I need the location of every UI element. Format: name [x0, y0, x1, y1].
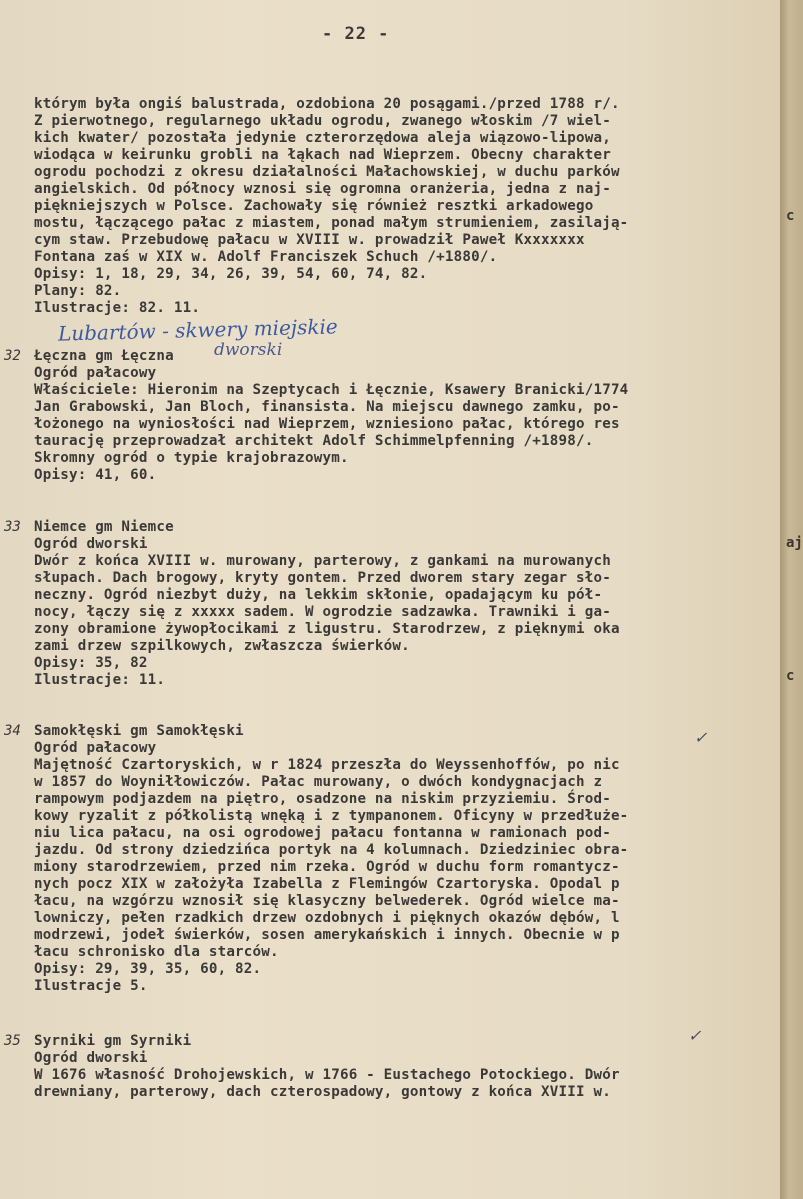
entry-heading: Syrniki gm Syrniki	[34, 1033, 192, 1049]
text-line: jazdu. Od strony dziedzińca portyk na 4 kolumnach. Dziedziniec obra-	[34, 842, 629, 858]
text-line: cym staw. Przebudowę pałacu w XVIII w. prowadził Paweł Kxxxxxxx	[34, 232, 585, 248]
adjacent-page-edge	[780, 0, 803, 1199]
text-line: Ogród dworski	[34, 1050, 148, 1066]
text-line: słupach. Dach brogowy, kryty gontem. Przed dworem stary zegar sło-	[34, 570, 611, 586]
entry-number: 32	[4, 348, 21, 364]
page-number: - 22 -	[322, 24, 390, 44]
text-line: taurację przeprowadzał architekt Adolf Schimmelpfenning /+1898/.	[34, 433, 594, 449]
entry-number: 34	[4, 723, 21, 739]
text-line: Ilustracje: 11.	[34, 672, 166, 688]
margin-mark: c	[786, 668, 795, 684]
margin-mark: aj	[786, 535, 803, 551]
text-line: niu lica pałacu, na osi ogrodowej pałacu fontanna w ramionach pod-	[34, 825, 611, 841]
text-line: łożonego na wyniosłości nad Wieprzem, wzniesiono pałac, którego res	[34, 416, 620, 432]
text-line: Właściciele: Hieronim na Szeptycach i Łęcznie, Ksawery Branicki/1774	[34, 382, 629, 398]
text-line: nocy, łączy się z xxxxx sadem. W ogrodzie sadzawka. Trawniki i ga-	[34, 604, 611, 620]
text-line: w 1857 do Woyniłłowiczów. Pałac murowany, o dwóch kondygnacjach z	[34, 774, 603, 790]
text-line: drewniany, parterowy, dach czterospadowy, gontowy z końca XVIII w.	[34, 1084, 611, 1100]
text-line: Dwór z końca XVIII w. murowany, parterowy, z gankami na murowanych	[34, 553, 611, 569]
text-line: piękniejszych w Polsce. Zachowały się również resztki arkadowego	[34, 198, 594, 214]
text-line: kich kwater/ pozostała jedynie czterorzędowa aleja wiązowo-lipowa,	[34, 130, 611, 146]
text-line: łacu schronisko dla starców.	[34, 944, 279, 960]
text-line: Ogród dworski	[34, 536, 148, 552]
text-line: Ilustracje: 82. 11.	[34, 300, 201, 316]
text-line: rampowym podjazdem na piętro, osadzone na niskim przyziemiu. Środ-	[34, 791, 611, 807]
entry-heading: Samokłęski gm Samokłęski	[34, 723, 244, 739]
text-line: modrzewi, jodeł świerków, sosen amerykańskich i innych. Obecnie w p	[34, 927, 620, 943]
text-line: Skromny ogród o typie krajobrazowym.	[34, 450, 349, 466]
text-line: kowy ryzalit z półkolistą wnęką i z tympanonem. Oficyny w przedłuże-	[34, 808, 629, 824]
text-line: łacu, na wzgórzu wznosił się klasyczny belwederek. Ogród wielce ma-	[34, 893, 620, 909]
margin-mark: c	[786, 208, 795, 224]
text-line: zony obramione żywopłocikami z ligustru. Starodrzew, z pięknymi oka	[34, 621, 620, 637]
text-line: mostu, łączącego pałac z miastem, ponad małym strumieniem, zasilają-	[34, 215, 629, 231]
text-line: Ilustracje 5.	[34, 978, 148, 994]
text-line: neczny. Ogród niezbyt duży, na lekkim skłonie, opadającym ku pół-	[34, 587, 603, 603]
text-line: Fontana zaś w XIX w. Adolf Franciszek Schuch /+1880/.	[34, 249, 498, 265]
text-line: którym była ongiś balustrada, ozdobiona 20 posągami./przed 1788 r/.	[34, 96, 620, 112]
text-line: Z pierwotnego, regularnego układu ogrodu, zwanego włoskim /7 wiel-	[34, 113, 611, 129]
check-mark-icon: ✓	[688, 1026, 702, 1045]
text-line: Ogród pałacowy	[34, 365, 157, 381]
text-line: Opisy: 35, 82	[34, 655, 148, 671]
text-line: nych pocz XIX w założyła Izabella z Flemingów Czartoryska. Opodal p	[34, 876, 620, 892]
text-line: Ogród pałacowy	[34, 740, 157, 756]
check-mark-icon: ✓	[694, 728, 708, 747]
handwritten-annotation: dworski	[214, 340, 283, 360]
text-line: ogrodu pochodzi z okresu działalności Małachowskiej, w duchu parków	[34, 164, 620, 180]
entry-number: 35	[4, 1033, 21, 1049]
entry-heading: Łęczna gm Łęczna	[34, 348, 174, 364]
entry-number: 33	[4, 519, 21, 535]
text-line: wiodąca w keirunku grobli na łąkach nad Wieprzem. Obecny charakter	[34, 147, 611, 163]
text-line: W 1676 własność Drohojewskich, w 1766 - Eustachego Potockiego. Dwór	[34, 1067, 620, 1083]
text-line: Opisy: 41, 60.	[34, 467, 157, 483]
text-line: lowniczy, pełen rzadkich drzew ozdobnych i pięknych okazów dębów, l	[34, 910, 620, 926]
text-line: Plany: 82.	[34, 283, 122, 299]
text-line: Opisy: 29, 39, 35, 60, 82.	[34, 961, 262, 977]
text-line: Jan Grabowski, Jan Bloch, finansista. Na miejscu dawnego zamku, po-	[34, 399, 620, 415]
entry-heading: Niemce gm Niemce	[34, 519, 174, 535]
text-line: Opisy: 1, 18, 29, 34, 26, 39, 54, 60, 74, 82.	[34, 266, 428, 282]
text-line: angielskich. Od północy wznosi się ogromna oranżeria, jedna z naj-	[34, 181, 611, 197]
text-line: Majętność Czartoryskich, w r 1824 przeszła do Weyssenhoffów, po nic	[34, 757, 620, 773]
handwritten-note: Lubartów - skwery miejskie	[57, 314, 338, 346]
text-line: zami drzew szpilkowych, zwłaszcza świerków.	[34, 638, 410, 654]
text-line: miony starodrzewiem, przed nim rzeka. Ogród w duchu form romantycz-	[34, 859, 620, 875]
